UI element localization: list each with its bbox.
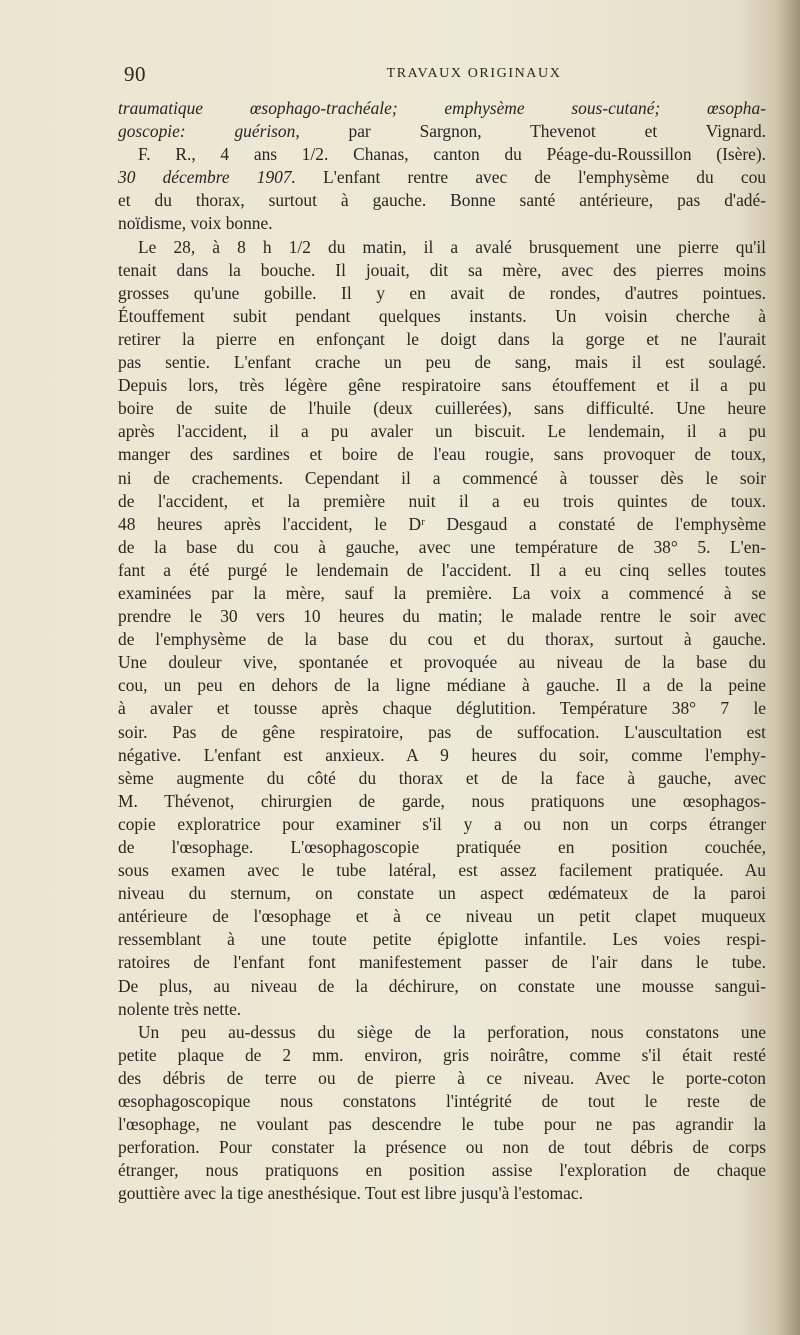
text-line: [118, 1044, 766, 1067]
text-run: De plus, au niveau de la déchirure, on constate une mousse sangui-: [118, 975, 766, 996]
text-line: [118, 513, 766, 536]
text-line: [118, 259, 766, 282]
text-line: [118, 420, 766, 443]
text-run: soir. Pas de gêne respiratoire, pas de suffocation. L'auscultation est: [118, 721, 766, 742]
text-run: manger des sardines et boire de l'eau rougie, sans provoquer de toux,: [118, 444, 766, 465]
text-run: ni de crachements. Cependant il a commencé à tousser dès le soir: [118, 467, 766, 488]
text-line: [118, 951, 766, 974]
text-line: [118, 674, 766, 697]
text-line: [118, 443, 766, 466]
text-run: œsophagoscopique nous constatons l'intégrité de tout le reste de: [118, 1091, 766, 1112]
text-line: [118, 1159, 766, 1182]
text-line: [118, 975, 766, 998]
text-run: par Sargnon, Thevenot et Vignard.: [299, 121, 766, 142]
text-line: [118, 282, 766, 305]
text-run: 48 heures après l'accident, le Dʳ Desgaud a constaté de l'emphysème: [118, 513, 766, 534]
text-line: [118, 1067, 766, 1090]
text-run: sème augmente du côté du thorax et de la face à gauche, avec: [118, 767, 766, 788]
text-line: [118, 767, 766, 790]
text-line: [118, 605, 766, 628]
text-line: [118, 397, 766, 420]
text-run: cou, un peu en dehors de la ligne médiane à gauche. Il a de la peine: [118, 675, 766, 696]
text-run: ratoires de l'enfant font manifestement passer de l'air dans le tube.: [118, 952, 766, 973]
text-run: Depuis lors, très légère gêne respiratoire sans étouffement et il a pu: [118, 375, 766, 396]
text-run: nolente très nette.: [118, 998, 242, 1019]
text-line: [118, 97, 766, 120]
text-run: à avaler et tousse après chaque déglutition. Température 38° 7 le: [118, 698, 766, 719]
text-run: Une douleur vive, spontanée et provoquée au niveau de la base du: [118, 652, 766, 673]
text-line: [118, 1182, 766, 1205]
text-run: antérieure de l'œsophage et à ce niveau un petit clapet muqueux: [118, 906, 766, 927]
italic-text: 30 décembre 1907.: [118, 167, 296, 188]
text-line: [118, 582, 766, 605]
text-run: sous examen avec le tube latéral, est assez facilement pratiquée. Au: [118, 860, 766, 881]
text-line: [118, 628, 766, 651]
text-line: [118, 120, 766, 143]
body-text: [118, 97, 766, 1206]
running-title: TRAVAUX ORIGINAUX: [386, 66, 562, 81]
text-run: Le 28, à 8 h 1/2 du matin, il a avalé brusquement une pierre qu'il: [138, 236, 766, 257]
text-line: [118, 790, 766, 813]
text-line: [118, 905, 766, 928]
text-line: [118, 328, 766, 351]
page-number: 90: [124, 62, 146, 86]
text-run: retirer la pierre en enfonçant le doigt dans la gorge et ne l'aurait: [118, 328, 766, 349]
text-run: Étouffement subit pendant quelques instants. Un voisin cherche à: [118, 305, 766, 326]
text-line: [118, 836, 766, 859]
text-run: Un peu au-dessus du siège de la perforation, nous constatons une: [138, 1021, 766, 1042]
text-line: [118, 189, 766, 212]
text-line: [118, 882, 766, 905]
text-run: prendre le 30 vers 10 heures du matin; le malade rentre le soir avec: [118, 606, 766, 627]
text-run: boire de suite de l'huile (deux cuillerées), sans difficulté. Une heure: [118, 398, 766, 419]
text-line: [118, 374, 766, 397]
text-run: de l'œsophage. L'œsophagoscopie pratiquée en position couchée,: [118, 837, 766, 857]
text-run: ressemblant à une toute petite épiglotte infantile. Les voies respi-: [118, 929, 766, 950]
text-run: perforation. Pour constater la présence ou non de tout débris de corps: [118, 1137, 766, 1158]
text-run: grosses qu'une gobille. Il y en avait de rondes, d'autres pointues.: [118, 282, 766, 303]
text-run: petite plaque de 2 mm. environ, gris noirâtre, comme s'il était resté: [118, 1044, 766, 1065]
text-line: [118, 697, 766, 720]
text-run: des débris de terre ou de pierre à ce niveau. Avec le porte-coton: [118, 1067, 766, 1088]
text-line: [118, 490, 766, 513]
text-run: de l'emphysème de la base du cou et du thorax, surtout à gauche.: [118, 629, 766, 650]
text-line: [118, 813, 766, 836]
page-header: [124, 62, 764, 92]
text-line: [118, 1090, 766, 1113]
text-line: [118, 305, 766, 328]
text-line: [118, 998, 766, 1021]
text-line: [118, 744, 766, 767]
italic-text: goscopie: guérison,: [118, 121, 300, 142]
text-line: [118, 928, 766, 951]
text-run: fant a été purgé le lendemain de l'accident. Il a eu cinq selles toutes: [118, 559, 766, 580]
text-run: gouttière avec la tige anesthésique. Tout est libre jusqu'à l'estomac.: [118, 1183, 583, 1204]
text-run: copie exploratrice pour examiner s'il y a ou non un corps étranger: [118, 813, 766, 834]
text-run: noïdisme, voix bonne.: [118, 213, 273, 234]
text-run: examinées par la mère, sauf la première. La voix a commencé à se: [118, 582, 766, 603]
text-run: l'œsophage, ne voulant pas descendre le tube pour ne pas agrandir la: [118, 1114, 766, 1135]
text-run: tenait dans la bouche. Il jouait, dit sa mère, avec des pierres moins: [118, 259, 766, 280]
text-line: [118, 651, 766, 674]
text-run: après l'accident, il a pu avaler un biscuit. Le lendemain, il a pu: [118, 421, 766, 442]
text-line: [118, 1113, 766, 1136]
text-line: [118, 536, 766, 559]
italic-text: traumatique œsophago-trachéale; emphysème sous-cutané; œsopha-: [118, 98, 766, 118]
text-run: M. Thévenot, chirurgien de garde, nous pratiquons une œsophagos-: [118, 790, 766, 811]
text-line: [118, 1021, 766, 1044]
text-run: négative. L'enfant est anxieux. A 9 heures du soir, comme l'emphy-: [118, 744, 766, 765]
text-line: [118, 166, 766, 189]
text-run: pas sentie. L'enfant crache un peu de sang, mais il est soulagé.: [118, 352, 766, 373]
text-run: de l'accident, et la première nuit il a eu trois quintes de toux.: [118, 490, 766, 511]
text-run: F. R., 4 ans 1/2. Chanas, canton du Péage-du-Roussillon (Isère).: [138, 144, 766, 165]
text-run: L'enfant rentre avec de l'emphysème du cou: [295, 167, 766, 188]
text-run: étranger, nous pratiquons en position assise l'exploration de chaque: [118, 1160, 766, 1181]
text-run: de la base du cou à gauche, avec une température de 38° 5. L'en-: [118, 536, 766, 557]
text-run: et du thorax, surtout à gauche. Bonne santé antérieure, pas d'adé-: [118, 190, 766, 211]
text-line: [118, 351, 766, 374]
text-line: [118, 212, 766, 235]
text-line: [118, 1136, 766, 1159]
text-line: [118, 236, 766, 259]
text-line: [118, 559, 766, 582]
text-line: [118, 143, 766, 166]
text-line: [118, 859, 766, 882]
text-line: [118, 467, 766, 490]
text-line: [118, 721, 766, 744]
text-run: niveau du sternum, on constate un aspect œdémateux de la paroi: [118, 883, 766, 904]
